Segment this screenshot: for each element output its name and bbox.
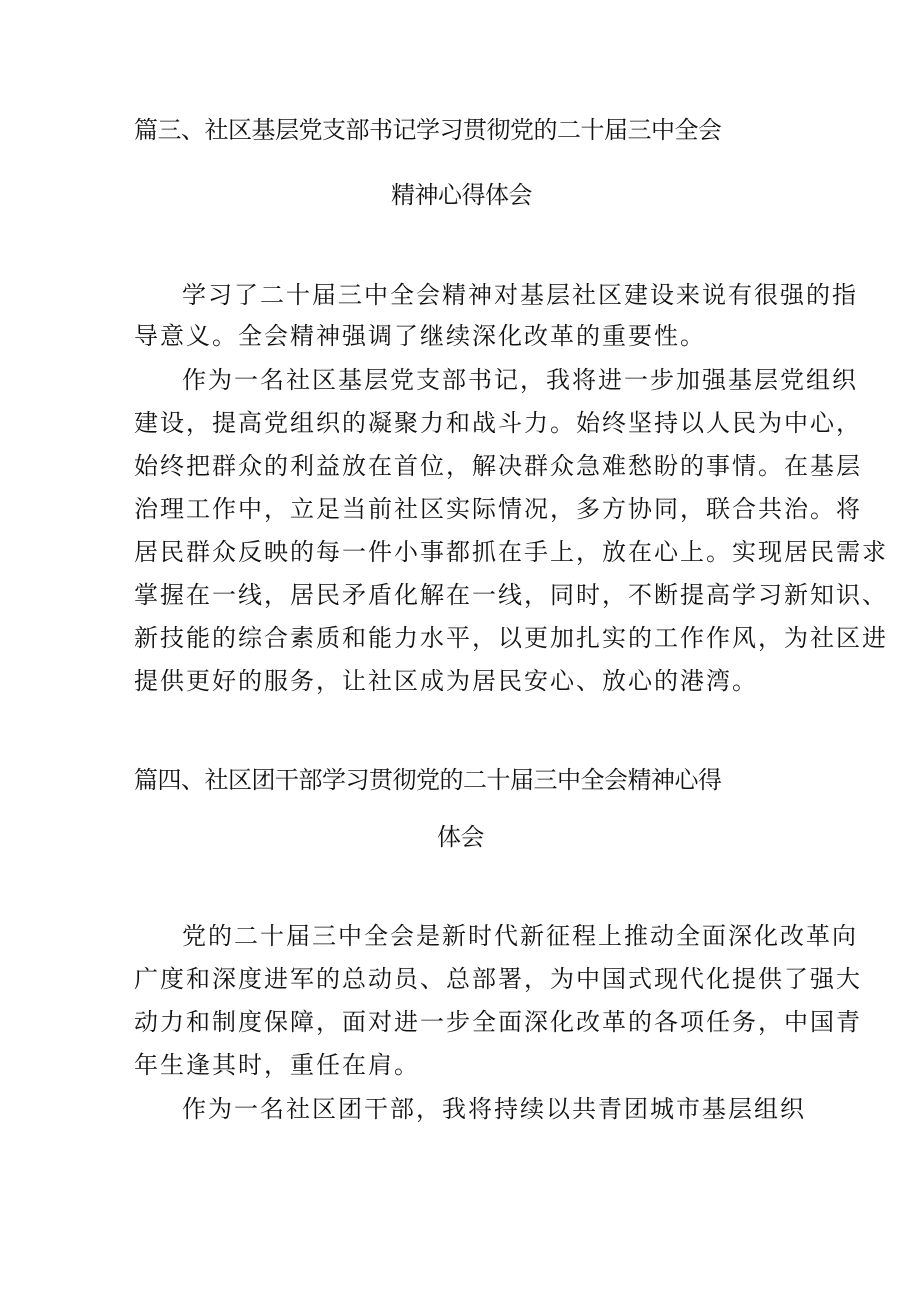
- section3-para2-line: 作为一名社区基层党支部书记，我将进一步加强基层党组织: [182, 366, 858, 394]
- section4-para1-line: 动力和制度保障，面对进一步全面深化改革的各项任务，中国青: [134, 1008, 862, 1036]
- section3-title-line2: 精神心得体会: [391, 181, 532, 209]
- section4-para1-line: 广度和深度进军的总动员、总部署，为中国式现代化提供了强大: [134, 965, 862, 993]
- section4-para1-line: 党的二十届三中全会是新时代新征程上推动全面深化改革向: [182, 922, 858, 950]
- section3-para1-line: 学习了二十届三中全会精神对基层社区建设来说有很强的指: [182, 281, 858, 309]
- section3-para2-line: 居民群众反映的每一件小事都抓在手上，放在心上。实现居民需求: [134, 538, 888, 566]
- section3-para2-line: 新技能的综合素质和能力水平，以更加扎实的工作作风，为社区进: [134, 624, 888, 652]
- section4-para2-line: 作为一名社区团干部，我将持续以共青团城市基层组织: [182, 1095, 806, 1123]
- section4-title-line1: 篇四、社区团干部学习贯彻党的二十届三中全会精神心得: [134, 766, 722, 794]
- section3-para2-line: 治理工作中，立足当前社区实际情况，多方协同，联合共治。将: [134, 495, 862, 523]
- section4-title-line2: 体会: [437, 823, 484, 851]
- section3-para2-line: 建设，提高党组织的凝聚力和战斗力。始终坚持以人民为中心，: [134, 409, 862, 437]
- section3-para2-line: 掌握在一线，居民矛盾化解在一线，同时，不断提高学习新知识、: [134, 581, 888, 609]
- section3-para1-line: 导意义。全会精神强调了继续深化改革的重要性。: [134, 322, 706, 350]
- section3-para2-line: 始终把群众的利益放在首位，解决群众急难愁盼的事情。在基层: [134, 452, 862, 480]
- section4-para1-line: 年生逢其时，重任在肩。: [134, 1051, 420, 1079]
- section3-title-line1: 篇三、社区基层党支部书记学习贯彻党的二十届三中全会: [134, 116, 722, 144]
- section3-para2-line: 提供更好的服务，让社区成为居民安心、放心的港湾。: [134, 667, 758, 695]
